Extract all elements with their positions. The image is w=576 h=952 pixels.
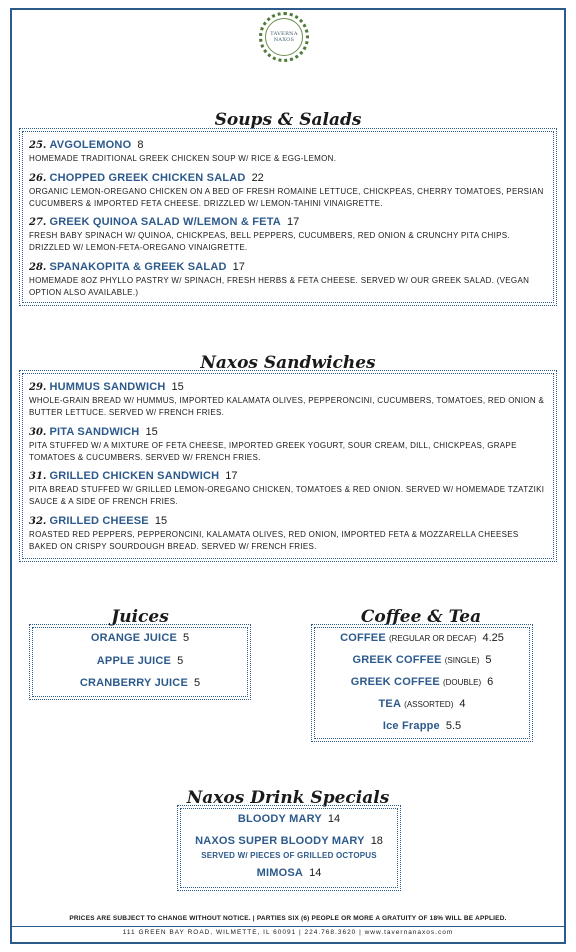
item-name: GREEK COFFEE [350, 676, 440, 688]
coffee-item [311, 720, 533, 732]
item-price: 5 [183, 632, 190, 644]
item-price: 4 [459, 698, 466, 710]
drink-specials-title: Naxos Drink Specials [186, 788, 390, 808]
special-item [177, 835, 401, 847]
item-description: FRESH BABY SPINACH W/ QUINOA, CHICKPEAS, BELL PEPPERS, CUCUMBERS, RED ONION & CRUNCHY PITA CHIPS. DRIZZLED W/ LEMON-FETA-OREGANO VINAIGRETTE. [29, 231, 510, 252]
item-price: 5 [485, 654, 492, 666]
footer-notice: PRICES ARE SUBJECT TO CHANGE WITHOUT NOTICE. | PARTIES SIX (6) PEOPLE OR MORE A GRATUITY OF 18% WILL BE APPLIED. [69, 915, 507, 922]
item-price: 17 [225, 470, 238, 482]
item-number: 30. [29, 427, 47, 438]
item-price: 15 [145, 426, 158, 438]
item-price: 6 [487, 676, 494, 688]
item-price: 8 [137, 139, 144, 151]
item-description: HOMEMADE TRADITIONAL GREEK CHICKEN SOUP W/ RICE & EGG-LEMON. [29, 154, 337, 163]
item-note: SERVED W/ PIECES OF GRILLED OCTOPUS [201, 851, 377, 860]
footer-address: 111 GREEN BAY ROAD, WILMETTE, IL 60091 | 224.768.3620 | www.tavernanaxos.com [122, 929, 454, 936]
item-number: 28. [29, 262, 47, 273]
menu-item [29, 139, 549, 165]
item-number: 27. [29, 217, 47, 228]
juices-title: Juices [111, 607, 169, 627]
taverna-naxos-logo [259, 12, 309, 62]
logo-line-2: NAXOS [273, 37, 295, 43]
item-name: COFFEE [340, 632, 386, 644]
item-name: PITA SANDWICH [49, 426, 140, 438]
item-number: 29. [29, 382, 47, 393]
menu-item [29, 381, 549, 418]
item-name: GREEK QUINOA SALAD W/LEMON & FETA [49, 216, 281, 228]
item-price: 5 [194, 677, 201, 689]
item-name: HUMMUS SANDWICH [49, 381, 166, 393]
item-description: PITA BREAD STUFFED W/ GRILLED LEMON-OREGANO CHICKEN, TOMATOES & RED ONION. SERVED W/ HOMEMADE TZATZIKI SAUCE & A SIDE OF FRENCH FRIES. [29, 485, 545, 506]
logo-wreath [265, 18, 303, 56]
menu-item [29, 515, 549, 552]
item-price: 15 [171, 381, 184, 393]
item-price: 18 [370, 835, 383, 847]
item-price: 14 [309, 867, 322, 879]
item-price: 5.5 [445, 720, 462, 732]
item-price: 22 [251, 172, 264, 184]
juice-item [29, 632, 251, 644]
item-note: (DOUBLE) [442, 678, 482, 687]
menu-item [29, 216, 549, 253]
item-note: (ASSORTED) [404, 700, 454, 709]
menu-item [29, 261, 549, 298]
item-number: 31. [29, 471, 47, 482]
item-price: 17 [286, 216, 300, 228]
item-name: SPANAKOPITA & GREEK SALAD [49, 261, 227, 273]
item-price: 14 [327, 813, 341, 825]
menu-item [29, 426, 549, 463]
item-name: GRILLED CHICKEN SANDWICH [49, 470, 220, 482]
item-name: NAXOS SUPER BLOODY MARY [195, 835, 365, 847]
item-name: AVGOLEMONO [49, 139, 132, 151]
item-description: ORGANIC LEMON-OREGANO CHICKEN ON A BED OF FRESH ROMAINE LETTUCE, CHICKPEAS, CHERRY TOMATOES, PERSIAN CUCUMBERS & IMPORTED FETA CHEESE. DRIZZLED W/ LEMON-TAHINI VINAIGRETTE. [29, 187, 544, 208]
item-price: 5 [177, 655, 184, 667]
item-description: HOMEMADE 8OZ PHYLLO PASTRY W/ SPINACH, FRESH HERBS & FETA CHEESE. SERVED W/ OUR GREEK SALAD. (VEGAN OPTION ALSO AVAILABLE.) [29, 276, 530, 297]
item-price: 15 [154, 515, 168, 527]
item-name: GREEK COFFEE [352, 654, 442, 666]
coffee-item [311, 676, 533, 688]
coffee-item [311, 654, 533, 666]
logo-line-1: TAVERNA [270, 31, 298, 37]
coffee-tea-title: Coffee & Tea [360, 607, 482, 627]
item-description: PITA STUFFED W/ A MIXTURE OF FETA CHEESE, IMPORTED GREEK YOGURT, SOUR CREAM, DILL, CHICKPEAS, GRAPE TOMATOES & CUCUMBERS. SERVED W/ FRENCH FRIES. [29, 441, 517, 462]
item-price: 4.25 [482, 632, 504, 644]
item-name: CHOPPED GREEK CHICKEN SALAD [49, 172, 246, 184]
special-item [177, 813, 401, 825]
item-name: APPLE JUICE [96, 655, 172, 667]
menu-item [29, 172, 549, 209]
item-number: 26. [29, 173, 47, 184]
juice-item [29, 677, 251, 689]
item-name: MIMOSA [256, 867, 304, 879]
special-subtext [177, 849, 401, 861]
sandwiches-title: Naxos Sandwiches [200, 353, 376, 373]
item-description: ROASTED RED PEPPERS, PEPPERONCINI, KALAMATA OLIVES, RED ONION, IMPORTED FETA & MOZZARELLA CHEESES BAKED ON CRISPY SOURDOUGH BREAD. SERVED W/ FRENCH FRIES. [29, 530, 519, 551]
item-number: 25. [29, 140, 47, 151]
item-name: TEA [378, 698, 402, 710]
footer-divider [10, 926, 566, 927]
item-name: Ice Frappe [382, 720, 440, 732]
item-number: 32. [29, 516, 47, 527]
item-price: 17 [232, 261, 245, 273]
item-name: CRANBERRY JUICE [79, 677, 188, 689]
item-name: ORANGE JUICE [90, 632, 177, 644]
juice-item [29, 655, 251, 667]
menu-item [29, 470, 549, 507]
item-name: BLOODY MARY [237, 813, 322, 825]
item-name: GRILLED CHEESE [49, 515, 149, 527]
coffee-item [311, 698, 533, 710]
item-note: (SINGLE) [444, 656, 480, 665]
coffee-item [311, 632, 533, 644]
special-item [177, 867, 401, 879]
item-description: WHOLE-GRAIN BREAD W/ HUMMUS, IMPORTED KALAMATA OLIVES, PEPPERONCINI, CUCUMBERS, TOMATOES, RED ONION & BUTTER LETTUCE. SERVED W/ FRENCH FRIES. [29, 396, 545, 417]
item-note: (REGULAR OR DECAF) [388, 634, 477, 643]
soups-salads-title: Soups & Salads [214, 110, 362, 130]
